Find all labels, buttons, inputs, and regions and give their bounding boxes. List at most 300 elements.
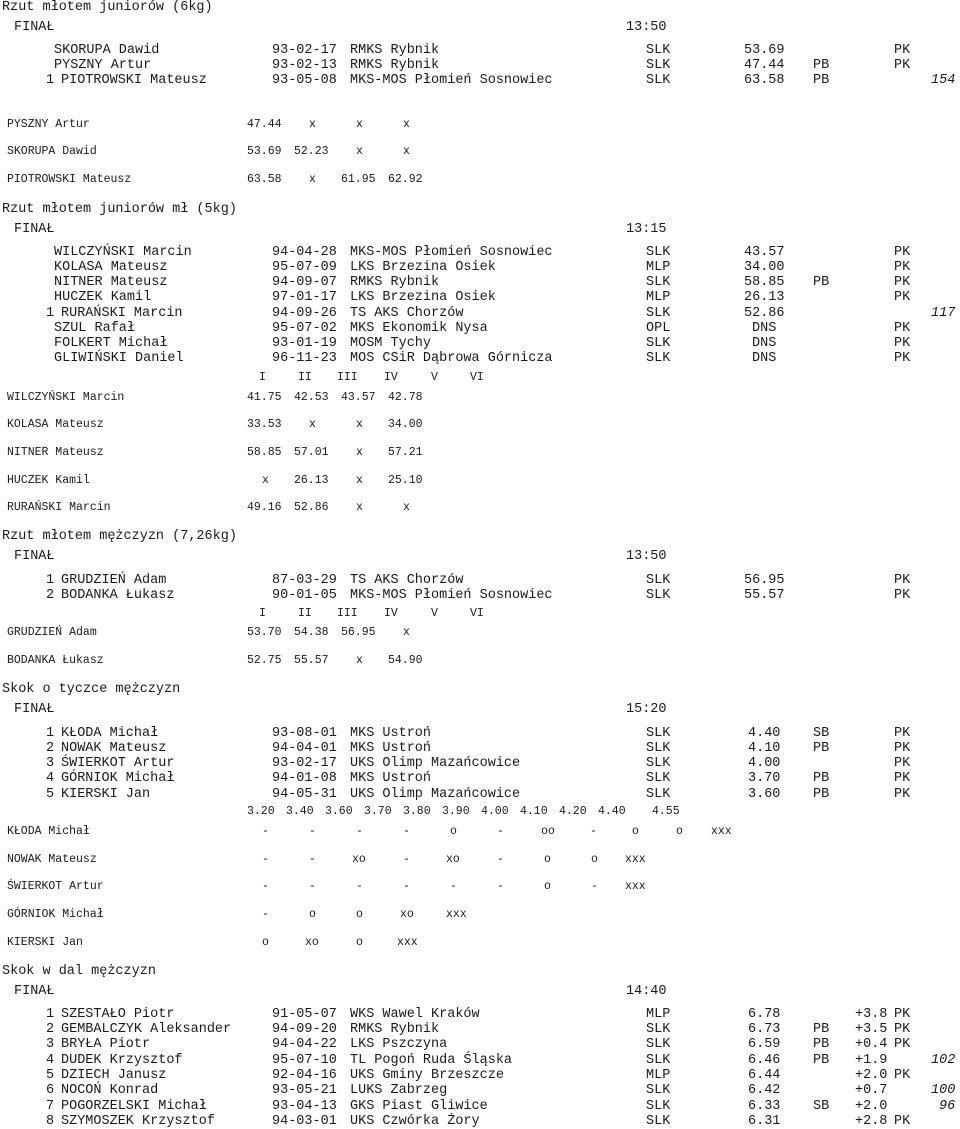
birth-date: 93-02-13 (272, 58, 337, 73)
athlete-name: PYSZNY Artur (54, 58, 152, 73)
club: UKS Olimp Mazańcowice (350, 756, 521, 771)
place: 1 (46, 573, 55, 588)
points: 102 (931, 1053, 956, 1068)
attempt-athlete-name: NITNER Mateusz (7, 446, 104, 459)
attempt-mark: - (262, 853, 269, 866)
attempt-mark: - (450, 880, 457, 893)
region: SLK (646, 1053, 671, 1068)
attempt-athlete-name: BODANKA Łukasz (7, 654, 104, 667)
attempt-mark: o (356, 936, 363, 949)
attempt-athlete-name: WILCZYŃSKI Marcin (7, 391, 125, 404)
birth-date: 94-01-08 (272, 771, 337, 786)
category: PK (894, 43, 911, 58)
birth-date: 93-02-17 (272, 756, 337, 771)
attempt-mark: - (356, 825, 363, 838)
athlete-name: KOLASA Mateusz (54, 260, 168, 275)
category: PK (894, 290, 911, 305)
attempt-athlete-name: KOLASA Mateusz (7, 418, 104, 431)
region: MLP (646, 260, 671, 275)
result: DNS (752, 336, 777, 351)
section-title: Skok w dal mężczyzn (2, 964, 156, 979)
result: 3.60 (748, 787, 781, 802)
place: 1 (46, 73, 55, 88)
birth-date: 93-04-13 (272, 1099, 337, 1114)
birth-date: 94-04-22 (272, 1037, 337, 1052)
club: LKS Brzezina Osiek (350, 290, 496, 305)
club: TS AKS Chorzów (350, 306, 464, 321)
attempt-mark: 52.75 (247, 654, 282, 667)
region: MLP (646, 1007, 671, 1022)
attempt-mark: 56.95 (341, 626, 376, 639)
place: 5 (46, 787, 55, 802)
final-time: 14:40 (626, 984, 667, 999)
club: MKS-MOS Płomień Sosnowiec (350, 73, 553, 88)
birth-date: 93-01-19 (272, 336, 337, 351)
category: PK (894, 321, 911, 336)
birth-date: 93-08-01 (272, 726, 337, 741)
result: 4.10 (748, 741, 781, 756)
attempt-mark: x (403, 501, 410, 514)
attempt-mark: - (497, 853, 504, 866)
attempt-mark: o (309, 908, 316, 921)
region: SLK (646, 1099, 671, 1114)
points: 100 (931, 1083, 956, 1098)
attempt-header: VI (470, 371, 484, 384)
attempt-mark: xxx (625, 853, 646, 866)
attempt-header: V (431, 371, 438, 384)
athlete-name: GLIWIŃSKI Daniel (54, 351, 184, 366)
attempt-mark: x (403, 145, 410, 158)
birth-date: 92-04-16 (272, 1068, 337, 1083)
attempt-mark: - (403, 825, 410, 838)
athlete-name: NOWAK Mateusz (61, 741, 167, 756)
attempt-header: IV (384, 607, 398, 620)
place: 8 (46, 1114, 55, 1129)
final-label: FINAŁ (14, 20, 55, 35)
club: LKS Pszczyna (350, 1037, 448, 1052)
attempt-athlete-name: HUCZEK Kamil (7, 474, 90, 487)
category: PK (894, 726, 911, 741)
attempt-mark: 34.00 (388, 418, 423, 431)
club: RMKS Rybnik (350, 275, 440, 290)
attempt-mark: o (450, 825, 457, 838)
result: 47.44 (744, 58, 785, 73)
place: 4 (46, 771, 55, 786)
attempt-athlete-name: RURAŃSKI Marcin (7, 501, 111, 514)
attempt-mark: o (544, 853, 551, 866)
result: 53.69 (744, 43, 785, 58)
attempt-mark: 33.53 (247, 418, 282, 431)
club: TS AKS Chorzów (350, 573, 464, 588)
attempt-mark: 25.10 (388, 474, 423, 487)
club: MOSM Tychy (350, 336, 432, 351)
attempt-mark: x (262, 474, 269, 487)
attempt-mark: o (544, 880, 551, 893)
attempt-mark: xo (446, 853, 460, 866)
club: MOS CSiR Dąbrowa Górnicza (350, 351, 553, 366)
final-label: FINAŁ (14, 549, 55, 564)
attempt-header: III (337, 371, 358, 384)
record-note: PB (813, 1022, 830, 1037)
place: 4 (46, 1053, 55, 1068)
attempt-header: III (337, 607, 358, 620)
category: PK (894, 58, 911, 73)
attempt-mark: x (356, 118, 363, 131)
athlete-name: PIOTROWSKI Mateusz (61, 73, 207, 88)
result: 6.33 (748, 1099, 781, 1114)
attempt-mark: o (676, 825, 683, 838)
height-header: 4.40 (598, 805, 626, 818)
attempt-mark: x (356, 654, 363, 667)
attempt-mark: 52.23 (294, 145, 329, 158)
club: MKS-MOS Płomień Sosnowiec (350, 588, 553, 603)
club: MKS Ustroń (350, 771, 432, 786)
attempt-mark: xxx (625, 880, 646, 893)
category: PK (894, 336, 911, 351)
attempt-mark: x (356, 446, 363, 459)
section-title: Rzut młotem mężczyzn (7,26kg) (2, 529, 237, 544)
result: 4.00 (748, 756, 781, 771)
athlete-name: BODANKA Łukasz (61, 588, 175, 603)
final-time: 15:20 (626, 702, 667, 717)
result: 34.00 (744, 260, 785, 275)
attempt-athlete-name: PIOTROWSKI Mateusz (7, 173, 132, 186)
final-time: 13:15 (626, 222, 667, 237)
attempt-mark: x (356, 474, 363, 487)
wind: +3.8 (855, 1007, 888, 1022)
result: 4.40 (748, 726, 781, 741)
category: PK (894, 351, 911, 366)
attempt-mark: oo (541, 825, 555, 838)
attempt-mark: - (356, 880, 363, 893)
wind: +0.7 (855, 1083, 888, 1098)
attempt-mark: xo (305, 936, 319, 949)
region: SLK (646, 588, 671, 603)
category: PK (894, 588, 911, 603)
attempt-athlete-name: NOWAK Mateusz (7, 853, 97, 866)
attempt-mark: - (497, 880, 504, 893)
record-note: PB (813, 1053, 830, 1068)
height-header: 3.60 (325, 805, 353, 818)
attempt-mark: o (632, 825, 639, 838)
attempt-mark: 53.69 (247, 145, 282, 158)
athlete-name: NOCOŃ Konrad (61, 1083, 159, 1098)
attempt-mark: - (590, 825, 597, 838)
height-header: 3.90 (442, 805, 470, 818)
region: SLK (646, 1114, 671, 1129)
wind: +0.4 (855, 1037, 888, 1052)
attempt-mark: o (356, 908, 363, 921)
attempt-mark: 47.44 (247, 118, 282, 131)
athlete-name: SZYMOSZEK Krzysztof (61, 1114, 215, 1129)
attempt-mark: 52.86 (294, 501, 329, 514)
height-header: 4.20 (559, 805, 587, 818)
region: MLP (646, 290, 671, 305)
place: 2 (46, 588, 55, 603)
attempt-mark: x (403, 626, 410, 639)
athlete-name: GÓRNIOK Michał (61, 771, 175, 786)
attempt-mark: x (309, 418, 316, 431)
record-note: PB (813, 58, 830, 73)
category: PK (894, 260, 911, 275)
place: 3 (46, 756, 55, 771)
category: PK (894, 771, 911, 786)
club: MKS Ustroń (350, 741, 432, 756)
attempt-mark: - (262, 880, 269, 893)
result: 43.57 (744, 245, 785, 260)
category: PK (894, 1037, 911, 1052)
height-header: 4.00 (481, 805, 509, 818)
region: SLK (646, 351, 671, 366)
birth-date: 93-02-17 (272, 43, 337, 58)
result: 63.58 (744, 73, 785, 88)
attempt-mark: - (309, 853, 316, 866)
points: 96 (939, 1099, 956, 1114)
region: SLK (646, 58, 671, 73)
attempt-mark: xxx (446, 908, 467, 921)
category: PK (894, 1114, 911, 1129)
category: PK (894, 275, 911, 290)
attempt-athlete-name: ŚWIERKOT Artur (7, 880, 104, 893)
attempt-mark: x (403, 118, 410, 131)
club: MKS-MOS Płomień Sosnowiec (350, 245, 553, 260)
attempt-mark: 42.78 (388, 391, 423, 404)
region: SLK (646, 245, 671, 260)
region: SLK (646, 771, 671, 786)
attempt-mark: - (262, 908, 269, 921)
athlete-name: RURAŃSKI Marcin (61, 306, 183, 321)
club: UKS Czwórka Żory (350, 1114, 480, 1129)
athlete-name: DZIECH Janusz (61, 1068, 167, 1083)
attempt-mark: 43.57 (341, 391, 376, 404)
birth-date: 95-07-09 (272, 260, 337, 275)
result: 6.78 (748, 1007, 781, 1022)
birth-date: 94-05-31 (272, 787, 337, 802)
club: LKS Brzezina Osiek (350, 260, 496, 275)
result: DNS (752, 351, 777, 366)
region: SLK (646, 726, 671, 741)
birth-date: 94-03-01 (272, 1114, 337, 1129)
category: PK (894, 741, 911, 756)
attempt-mark: 62.92 (388, 173, 423, 186)
athlete-name: GRUDZIEŃ Adam (61, 573, 167, 588)
attempt-mark: - (497, 825, 504, 838)
athlete-name: ŚWIERKOT Artur (61, 756, 175, 771)
club: UKS Gminy Brzeszcze (350, 1068, 504, 1083)
attempt-mark: 55.57 (294, 654, 329, 667)
place: 6 (46, 1083, 55, 1098)
height-header: 3.40 (286, 805, 314, 818)
attempt-athlete-name: KŁODA Michał (7, 825, 90, 838)
attempt-header: II (298, 371, 312, 384)
attempt-mark: 42.53 (294, 391, 329, 404)
attempt-athlete-name: PYSZNY Artur (7, 118, 90, 131)
section-title: Skok o tyczce mężczyzn (2, 682, 181, 697)
attempt-mark: - (309, 880, 316, 893)
club: RMKS Rybnik (350, 58, 440, 73)
attempt-mark: 61.95 (341, 173, 376, 186)
wind: +1.9 (855, 1053, 888, 1068)
club: GKS Piast Gliwice (350, 1099, 488, 1114)
attempt-mark: 54.90 (388, 654, 423, 667)
attempt-mark: xo (400, 908, 414, 921)
attempt-mark: 26.13 (294, 474, 329, 487)
athlete-name: BRYŁA Piotr (61, 1037, 151, 1052)
region: MLP (646, 1068, 671, 1083)
athlete-name: WILCZYŃSKI Marcin (54, 245, 192, 260)
athlete-name: GEMBALCZYK Aleksander (61, 1022, 232, 1037)
region: SLK (646, 336, 671, 351)
region: SLK (646, 741, 671, 756)
region: SLK (646, 1083, 671, 1098)
record-note: SB (813, 726, 830, 741)
place: 3 (46, 1037, 55, 1052)
attempt-mark: 54.38 (294, 626, 329, 639)
category: PK (894, 1022, 911, 1037)
attempt-mark: - (309, 825, 316, 838)
place: 1 (46, 726, 55, 741)
attempt-athlete-name: KIERSKI Jan (7, 936, 83, 949)
athlete-name: SZESTAŁO Piotr (61, 1007, 175, 1022)
club: LUKS Zabrzeg (350, 1083, 448, 1098)
birth-date: 94-04-01 (272, 741, 337, 756)
region: SLK (646, 787, 671, 802)
attempt-header: II (298, 607, 312, 620)
athlete-name: POGORZELSKI Michał (61, 1099, 207, 1114)
attempt-mark: 57.21 (388, 446, 423, 459)
result: DNS (752, 321, 777, 336)
attempt-athlete-name: GÓRNIOK Michał (7, 908, 104, 921)
birth-date: 94-04-28 (272, 245, 337, 260)
athlete-name: FOLKERT Michał (54, 336, 168, 351)
category: PK (894, 787, 911, 802)
final-time: 13:50 (626, 549, 667, 564)
height-header: 3.70 (364, 805, 392, 818)
region: SLK (646, 1022, 671, 1037)
attempt-mark: o (591, 853, 598, 866)
attempt-mark: xxx (711, 825, 732, 838)
attempt-mark: 49.16 (247, 501, 282, 514)
attempt-header: I (259, 371, 266, 384)
height-header: 4.10 (520, 805, 548, 818)
region: OPL (646, 321, 671, 336)
record-note: PB (813, 275, 830, 290)
attempt-mark: 63.58 (247, 173, 282, 186)
athlete-name: KŁODA Michał (61, 726, 159, 741)
section-title: Rzut młotem juniorów (6kg) (2, 0, 213, 15)
place: 2 (46, 741, 55, 756)
attempt-mark: - (591, 880, 598, 893)
region: SLK (646, 573, 671, 588)
athlete-name: KIERSKI Jan (61, 787, 151, 802)
record-note: PB (813, 73, 830, 88)
height-header: 3.80 (403, 805, 431, 818)
category: PK (894, 1007, 911, 1022)
record-note: PB (813, 771, 830, 786)
attempt-mark: - (262, 825, 269, 838)
athlete-name: HUCZEK Kamil (54, 290, 152, 305)
birth-date: 93-05-21 (272, 1083, 337, 1098)
height-header: 3.20 (247, 805, 275, 818)
attempt-mark: - (403, 853, 410, 866)
final-time: 13:50 (626, 20, 667, 35)
result: 26.13 (744, 290, 785, 305)
birth-date: 97-01-17 (272, 290, 337, 305)
final-label: FINAŁ (14, 984, 55, 999)
club: MKS Ustroń (350, 726, 432, 741)
birth-date: 93-05-08 (272, 73, 337, 88)
category: PK (894, 573, 911, 588)
category: PK (894, 756, 911, 771)
result: 6.59 (748, 1037, 781, 1052)
region: SLK (646, 43, 671, 58)
record-note: PB (813, 787, 830, 802)
result: 6.46 (748, 1053, 781, 1068)
attempt-header: V (431, 607, 438, 620)
result: 58.85 (744, 275, 785, 290)
birth-date: 94-09-07 (272, 275, 337, 290)
points: 117 (931, 306, 956, 321)
category: PK (894, 1068, 911, 1083)
attempt-mark: x (356, 501, 363, 514)
result: 3.70 (748, 771, 781, 786)
athlete-name: NITNER Mateusz (54, 275, 168, 290)
wind: +2.0 (855, 1099, 888, 1114)
attempt-mark: 41.75 (247, 391, 282, 404)
points: 154 (931, 73, 956, 88)
region: SLK (646, 73, 671, 88)
wind: +2.0 (855, 1068, 888, 1083)
place: 7 (46, 1099, 55, 1114)
club: UKS Olimp Mazańcowice (350, 787, 521, 802)
result: 6.44 (748, 1068, 781, 1083)
place: 5 (46, 1068, 55, 1083)
attempt-mark: xxx (397, 936, 418, 949)
result: 52.86 (744, 306, 785, 321)
birth-date: 94-09-26 (272, 306, 337, 321)
section-title: Rzut młotem juniorów mł (5kg) (2, 202, 237, 217)
attempt-mark: o (262, 936, 269, 949)
attempt-header: I (259, 607, 266, 620)
attempt-mark: x (356, 145, 363, 158)
final-label: FINAŁ (14, 222, 55, 237)
birth-date: 95-07-02 (272, 321, 337, 336)
height-header: 4.55 (652, 805, 680, 818)
result: 55.57 (744, 588, 785, 603)
attempt-mark: x (309, 118, 316, 131)
result: 56.95 (744, 573, 785, 588)
birth-date: 96-11-23 (272, 351, 337, 366)
wind: +3.5 (855, 1022, 888, 1037)
athlete-name: SKORUPA Dawid (54, 43, 160, 58)
birth-date: 90-01-05 (272, 588, 337, 603)
category: PK (894, 245, 911, 260)
place: 2 (46, 1022, 55, 1037)
record-note: PB (813, 741, 830, 756)
result: 6.73 (748, 1022, 781, 1037)
wind: +2.8 (855, 1114, 888, 1129)
result: 6.31 (748, 1114, 781, 1129)
region: SLK (646, 306, 671, 321)
attempt-header: IV (384, 371, 398, 384)
club: TL Pogoń Ruda Śląska (350, 1053, 513, 1068)
club: RMKS Rybnik (350, 1022, 440, 1037)
athlete-name: DUDEK Krzysztof (61, 1053, 183, 1068)
birth-date: 87-03-29 (272, 573, 337, 588)
region: SLK (646, 1037, 671, 1052)
record-note: SB (813, 1099, 830, 1114)
club: WKS Wawel Kraków (350, 1007, 480, 1022)
